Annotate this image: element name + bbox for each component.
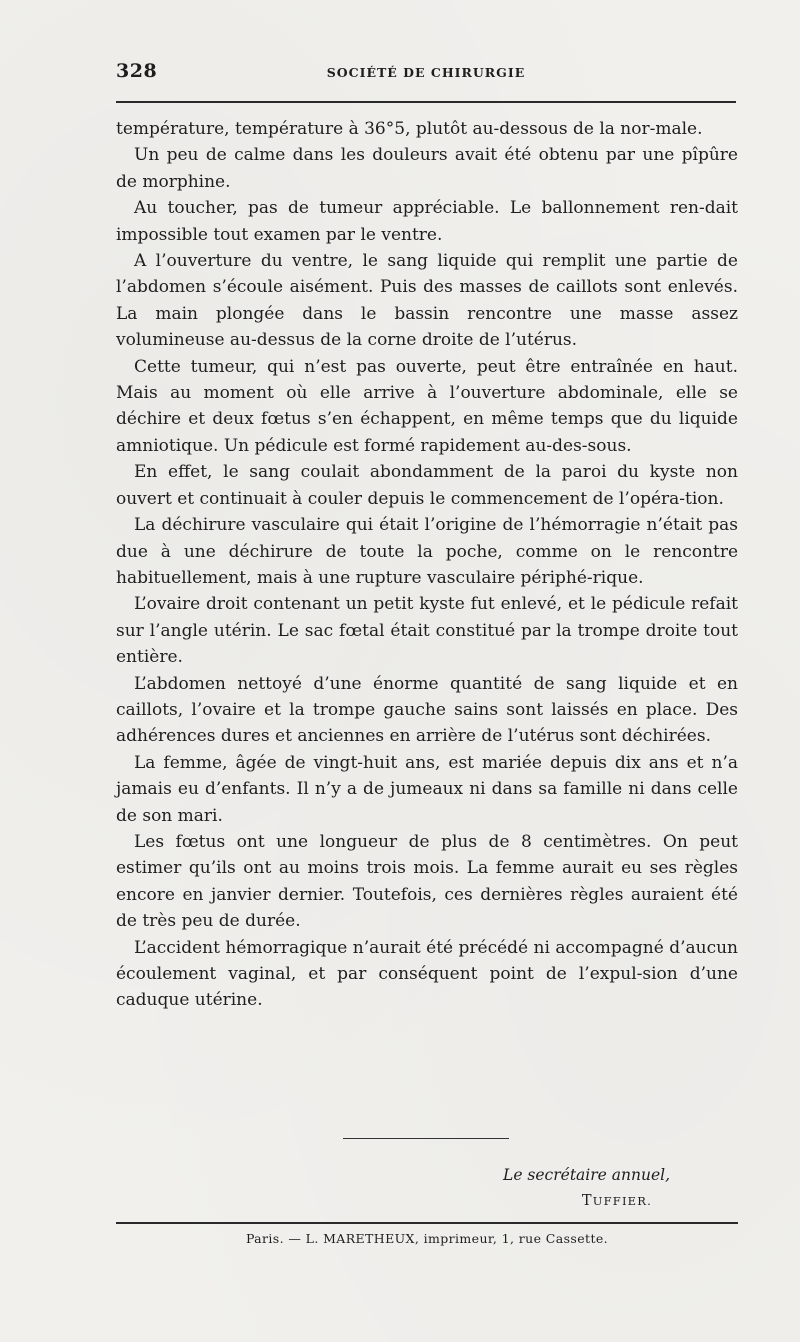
page-number: 328 xyxy=(116,60,158,82)
paragraph: Au toucher, pas de tumeur appréciable. Le ballonnement ren-dait impossible tout examen par le ventre. xyxy=(116,198,738,245)
signature-role: Le secrétaire annuel, xyxy=(503,1166,670,1184)
running-head: SOCIÉTÉ DE CHIRURGIE xyxy=(326,65,526,80)
paragraph: L’abdomen nettoyé d’une énorme quantité de sang liquide et en caillots, l’ovaire et la trompe gauche sains sont laissés en place. Des adhérences dures et anciennes en arrière de l’utérus sont déchirées. xyxy=(116,673,738,747)
closing-rule xyxy=(343,1138,509,1139)
paragraph: Un peu de calme dans les douleurs avait été obtenu par une pîpûre de morphine. xyxy=(116,145,738,192)
footer-rule xyxy=(116,1222,738,1224)
signature-block xyxy=(503,1163,670,1215)
paragraph: Cette tumeur, qui n’est pas ouverte, peut être entraînée en haut. Mais au moment où elle arrive à l’ouverture abdominale, elle se déchire et deux fœtus s’en échappent, en même temps que du liquide amniotique. Un pédicule est formé rapidement au-des-sous. xyxy=(116,356,738,456)
signature-name-initial: T xyxy=(581,1193,593,1209)
paragraph: La femme, âgée de vingt-huit ans, est mariée depuis dix ans et n’a jamais eu d’enfants. Il n’y a de jumeaux ni dans sa famille ni dans celle de son mari. xyxy=(116,752,738,826)
header-rule xyxy=(116,101,736,103)
paragraph: La déchirure vasculaire qui était l’origine de l’hémorragie n’était pas due à une déchirure de toute la poche, comme on le rencontre habituellement, mais à une rupture vasculaire périphé-rique. xyxy=(116,515,738,588)
signature-name-rest: UFFIER. xyxy=(592,1194,652,1208)
paragraph: L’accident hémorragique n’aurait été précédé ni accompagné d’aucun écoulement vaginal, et par conséquent point de l’expul-sion d’une caduque utérine. xyxy=(116,937,738,1011)
signature-name xyxy=(503,1187,652,1215)
paragraph: A l’ouverture du ventre, le sang liquide qui remplit une partie de l’abdomen s’écoule aisément. Puis des masses de caillots sont enlevés. La main plongée dans le bassin rencontre une masse assez volumineuse au-dessus de la corne droite de l’utérus. xyxy=(116,251,738,351)
paragraph: température, température à 36°5, plutôt au-dessous de la nor-male. xyxy=(116,119,703,139)
paragraph: L’ovaire droit contenant un petit kyste fut enlevé, et le pédicule refait sur l’angle utérin. Le sac fœtal était constitué par la trompe droite tout entière. xyxy=(116,594,738,668)
paragraph: Les fœtus ont une longueur de plus de 8 centimètres. On peut estimer qu’ils ont au moins trois mois. La femme aurait eu ses règles encore en janvier dernier. Toutefois, ces dernières règles auraient été de très peu de durée. xyxy=(116,831,738,932)
printer-imprint: Paris. — L. MARETHEUX, imprimeur, 1, rue Cassette. xyxy=(245,1231,609,1246)
paragraph: En effet, le sang coulait abondamment de la paroi du kyste non ouvert et continuait à couler depuis le commencement de l’opéra-tion. xyxy=(116,462,738,509)
page-header xyxy=(116,60,736,86)
body-text xyxy=(116,116,738,1014)
